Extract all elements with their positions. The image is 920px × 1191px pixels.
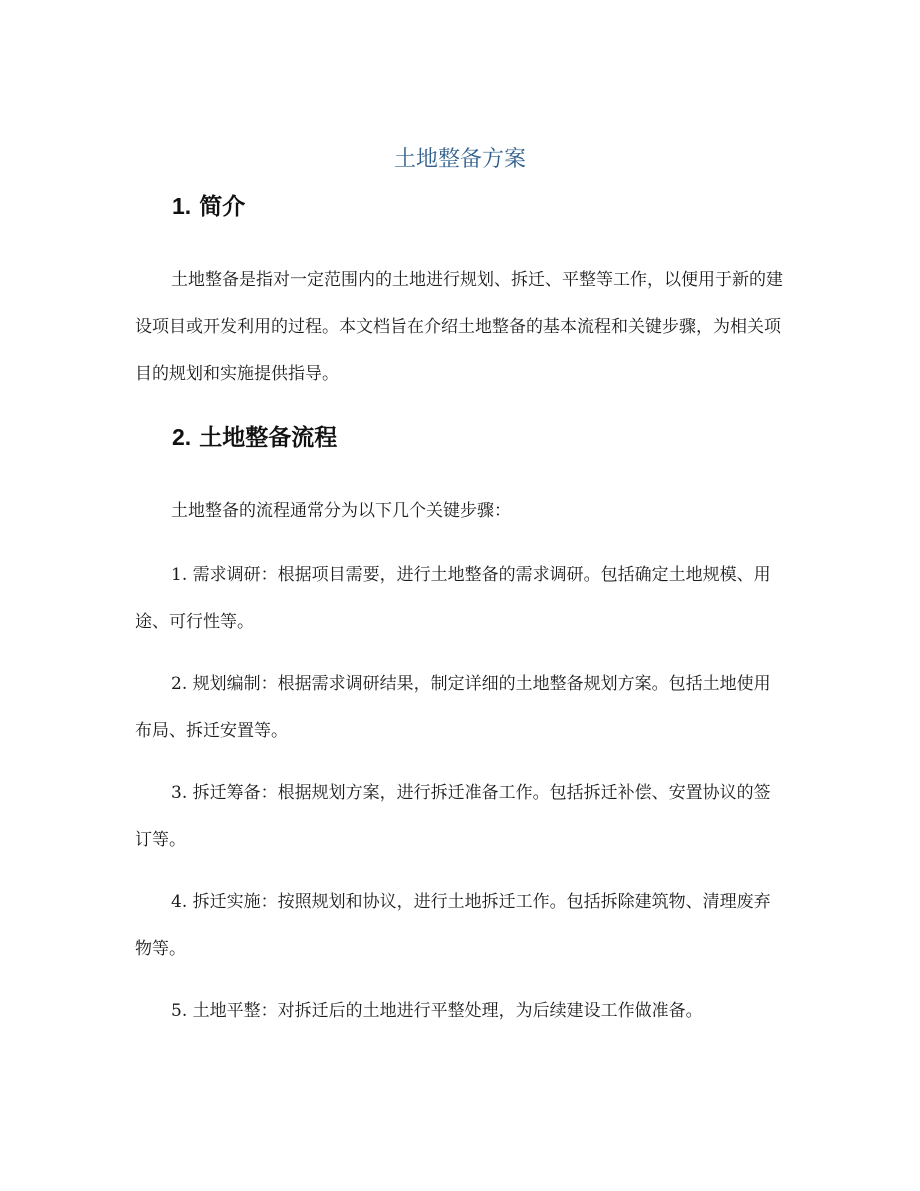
section-title: 简介 xyxy=(199,194,246,220)
section-heading-intro xyxy=(172,190,245,223)
step-paragraph-4: 4. 拆迁实施：按照规划和协议，进行土地拆迁工作。包括拆除建筑物、清理废弃物等。 xyxy=(135,892,771,959)
step-paragraph-5: 5. 土地平整：对拆迁后的土地进行平整处理，为后续建设工作做准备。 xyxy=(171,1001,703,1021)
section-title: 土地整备流程 xyxy=(199,425,338,451)
process-intro-paragraph: 土地整备的流程通常分为以下几个关键步骤： xyxy=(171,501,511,521)
section-number: 1. xyxy=(172,193,192,219)
section-heading-process xyxy=(172,421,337,454)
step-paragraph-1: 1. 需求调研：根据项目需要，进行土地整备的需求调研。包括确定土地规模、用途、可行性等。 xyxy=(135,565,771,632)
step-paragraph-2: 2. 规划编制：根据需求调研结果，制定详细的土地整备规划方案。包括土地使用布局、拆迁安置等。 xyxy=(135,674,771,741)
document-title: 土地整备方案 xyxy=(393,147,526,172)
section-number: 2. xyxy=(172,424,192,450)
step-paragraph-3: 3. 拆迁筹备：根据规划方案，进行拆迁准备工作。包括拆迁补偿、安置协议的签订等。 xyxy=(135,783,771,850)
intro-paragraph: 土地整备是指对一定范围内的土地进行规划、拆迁、平整等工作，以便用于新的建设项目或开发利用的过程。本文档旨在介绍土地整备的基本流程和关键步骤，为相关项目的规划和实施提供指导。 xyxy=(135,270,783,384)
